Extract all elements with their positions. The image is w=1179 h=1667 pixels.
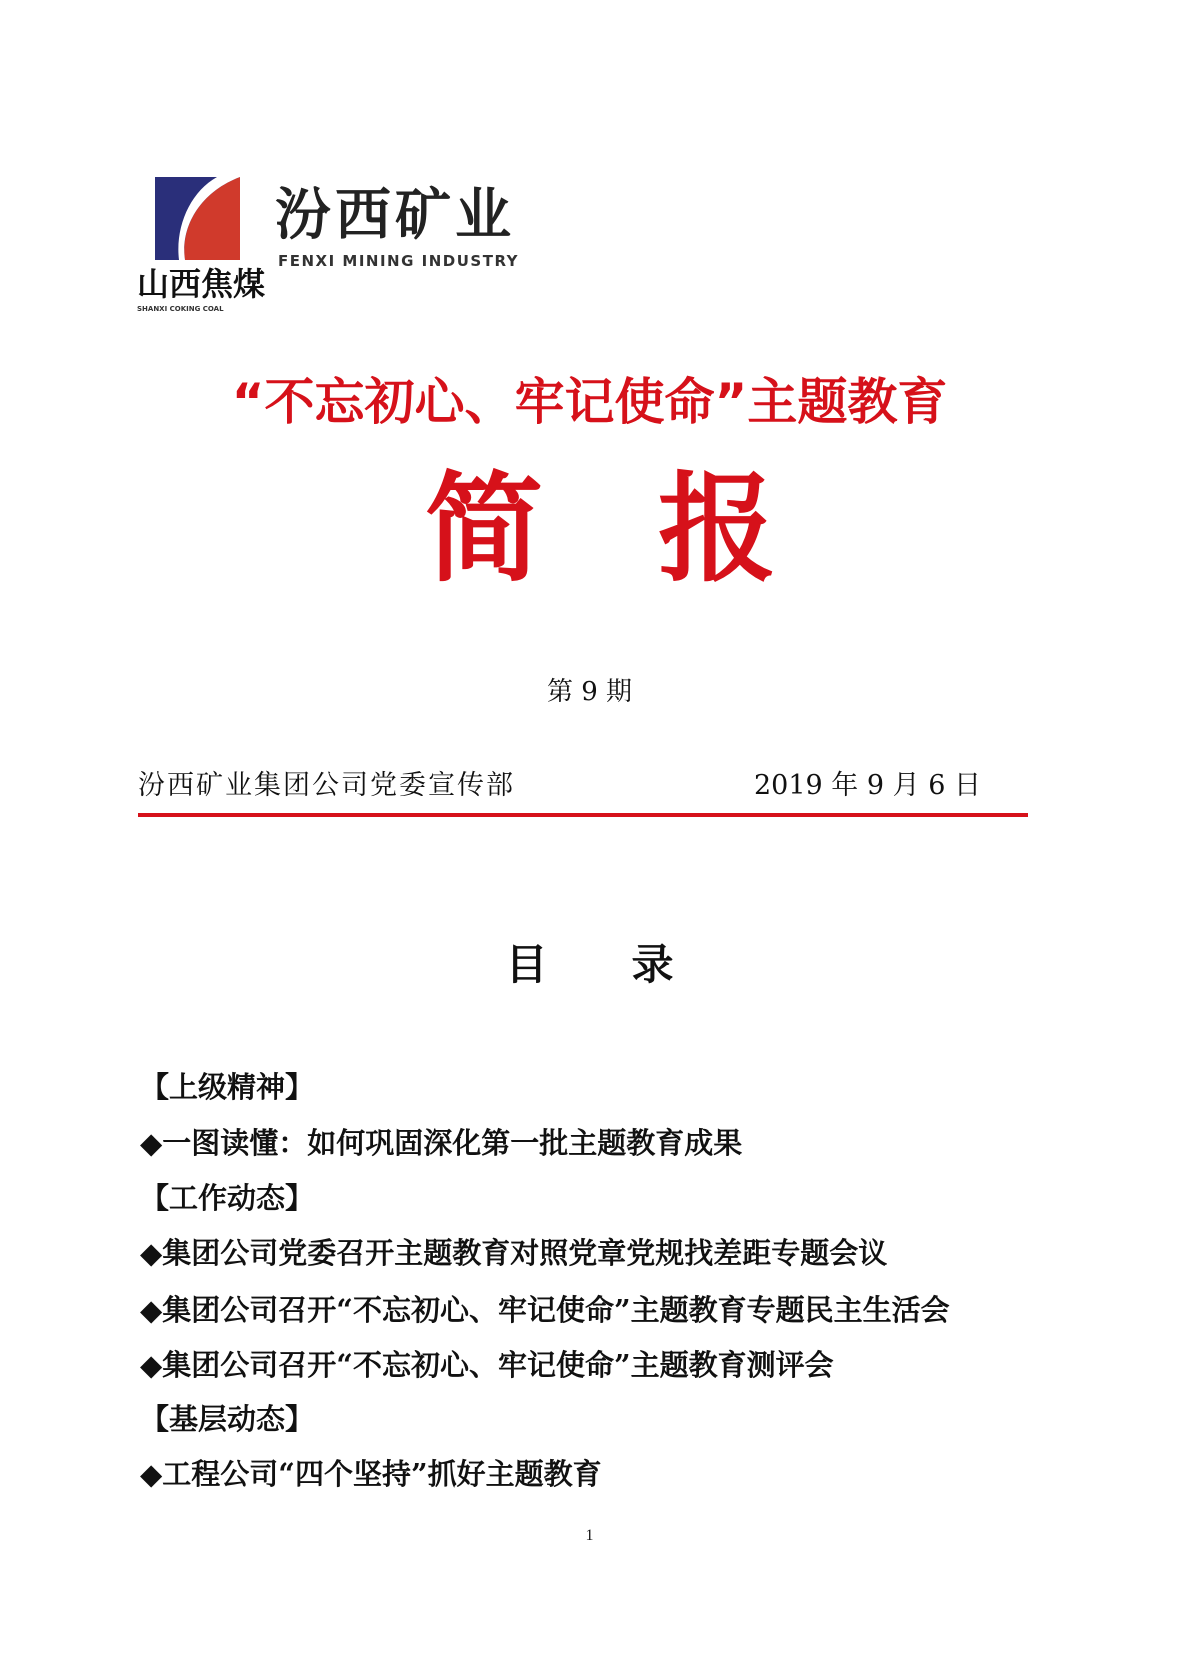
toc-title: 目 录 [505,940,674,989]
toc-item[interactable]: ◆集团公司召开“不忘初心、牢记使命”主题教育专题民主生活会 [140,1293,950,1327]
header-divider [138,813,1028,817]
publisher: 汾西矿业集团公司党委宣传部 [138,770,515,801]
toc-section-heading: 【基层动态】 [140,1402,315,1436]
toc-item[interactable]: ◆工程公司“四个坚持”抓好主题教育 [140,1457,602,1491]
parent-company-en: SHANXI COKING COAL [137,305,224,313]
parent-company-cn: 山西焦煤 [137,265,266,303]
toc-section-heading: 【工作动态】 [140,1181,315,1215]
publish-date: 2019 年 9 月 6 日 [754,770,981,801]
issue-number: 第 9 期 [546,677,633,707]
briefing-title-char-1: 简 [425,460,544,598]
theme-title: “不忘初心、牢记使命”主题教育 [231,373,948,431]
toc-item[interactable]: ◆集团公司党委召开主题教育对照党章党规找差距专题会议 [140,1236,888,1270]
fenxi-logo-icon [155,177,240,260]
toc-item[interactable]: ◆集团公司召开“不忘初心、牢记使命”主题教育测评会 [140,1348,834,1382]
page-number: 1 [585,1527,594,1544]
company-name-en: FENXI MINING INDUSTRY [278,252,520,270]
briefing-title-char-2: 报 [658,460,777,598]
toc-item[interactable]: ◆一图读懂：如何巩固深化第一批主题教育成果 [140,1126,743,1160]
toc-section-heading: 【上级精神】 [140,1070,315,1104]
company-name-cn: 汾西矿业 [275,183,515,248]
